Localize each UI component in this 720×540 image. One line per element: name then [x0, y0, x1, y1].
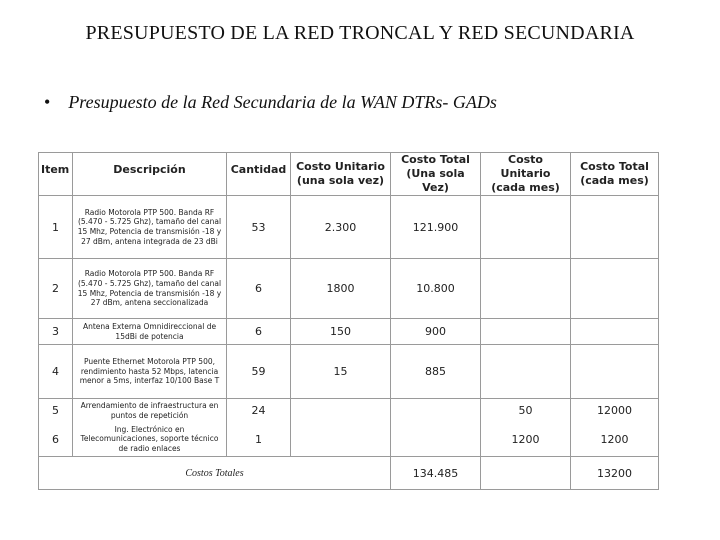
- row-item: 3: [39, 319, 73, 345]
- row-item: 5: [39, 399, 73, 423]
- row-description: Antena Externa Omnidireccional de 15dBi de potencia: [73, 319, 227, 345]
- totals-row: [39, 457, 659, 490]
- row-quantity: 6: [227, 259, 291, 319]
- row-unit-cost-monthly: 1200: [481, 423, 571, 457]
- row-unit-cost-monthly: [481, 196, 571, 259]
- table-row: [39, 319, 659, 345]
- row-total-cost-monthly: [571, 319, 659, 345]
- row-item: 1: [39, 196, 73, 259]
- row-description: Arrendamiento de infraestructura en puntos de repetición: [73, 399, 227, 423]
- row-unit-cost-monthly: [481, 345, 571, 399]
- header-description: Descripción: [73, 153, 227, 196]
- row-quantity: 6: [227, 319, 291, 345]
- table-row: [39, 345, 659, 399]
- row-quantity: 59: [227, 345, 291, 399]
- row-unit-cost-once: 150: [291, 319, 391, 345]
- table-row: [39, 259, 659, 319]
- header-total-cost-monthly: Costo Total (cada mes): [571, 153, 659, 196]
- budget-table: [38, 152, 659, 490]
- row-unit-cost-monthly: [481, 259, 571, 319]
- row-total-cost-monthly: [571, 259, 659, 319]
- header-unit-cost-monthly: Costo Unitario (cada mes): [481, 153, 571, 196]
- row-total-cost-monthly: 1200: [571, 423, 659, 457]
- row-quantity: 53: [227, 196, 291, 259]
- row-total-cost-monthly: 12000: [571, 399, 659, 423]
- row-quantity: 1: [227, 423, 291, 457]
- subtitle-bullet: [44, 92, 497, 113]
- subtitle-text: Presupuesto de la Red Secundaria de la WAN DTRs- GADs: [68, 92, 497, 112]
- row-unit-cost-once: [291, 423, 391, 457]
- bullet-dot: •: [44, 92, 51, 112]
- row-description: Puente Ethernet Motorola PTP 500, rendimiento hasta 52 Mbps, latencia menor a 5ms, interfaz 10/100 Base T: [73, 345, 227, 399]
- row-total-cost-once: [391, 423, 481, 457]
- header-row: [39, 153, 659, 196]
- header-item: Item: [39, 153, 73, 196]
- table-row: [39, 399, 659, 423]
- row-item: 2: [39, 259, 73, 319]
- row-description: Ing. Electrónico en Telecomunicaciones, soporte técnico de radio enlaces: [73, 423, 227, 457]
- header-unit-cost-once: Costo Unitario (una sola vez): [291, 153, 391, 196]
- row-total-cost-once: 885: [391, 345, 481, 399]
- row-unit-cost-once: [291, 399, 391, 423]
- row-description: Radio Motorola PTP 500. Banda RF (5.470 - 5.725 Ghz), tamaño del canal 15 Mhz, Potencia de transmisión -18 y 27 dBm, antena seccionalizada: [73, 259, 227, 319]
- row-unit-cost-once: 2.300: [291, 196, 391, 259]
- header-total-cost-once: Costo Total (Una sola Vez): [391, 153, 481, 196]
- totals-monthly: 13200: [571, 457, 659, 490]
- row-description: Radio Motorola PTP 500. Banda RF (5.470 - 5.725 Ghz), tamaño del canal 15 Mhz, Potencia de transmisión -18 y 27 dBm, antena integrada de 23 dBi: [73, 196, 227, 259]
- row-total-cost-once: [391, 399, 481, 423]
- table-row: [39, 196, 659, 259]
- row-total-cost-monthly: [571, 196, 659, 259]
- row-unit-cost-monthly: 50: [481, 399, 571, 423]
- row-quantity: 24: [227, 399, 291, 423]
- totals-empty-cell: [481, 457, 571, 490]
- table-row: [39, 423, 659, 457]
- row-total-cost-once: 10.800: [391, 259, 481, 319]
- row-item: 4: [39, 345, 73, 399]
- row-unit-cost-monthly: [481, 319, 571, 345]
- totals-once: 134.485: [391, 457, 481, 490]
- row-total-cost-monthly: [571, 345, 659, 399]
- row-total-cost-once: 121.900: [391, 196, 481, 259]
- header-quantity: Cantidad: [227, 153, 291, 196]
- totals-label: Costos Totales: [39, 457, 391, 490]
- row-unit-cost-once: 15: [291, 345, 391, 399]
- page-title: PRESUPUESTO DE LA RED TRONCAL Y RED SECUNDARIA: [85, 22, 635, 44]
- row-total-cost-once: 900: [391, 319, 481, 345]
- row-unit-cost-once: 1800: [291, 259, 391, 319]
- row-item: 6: [39, 423, 73, 457]
